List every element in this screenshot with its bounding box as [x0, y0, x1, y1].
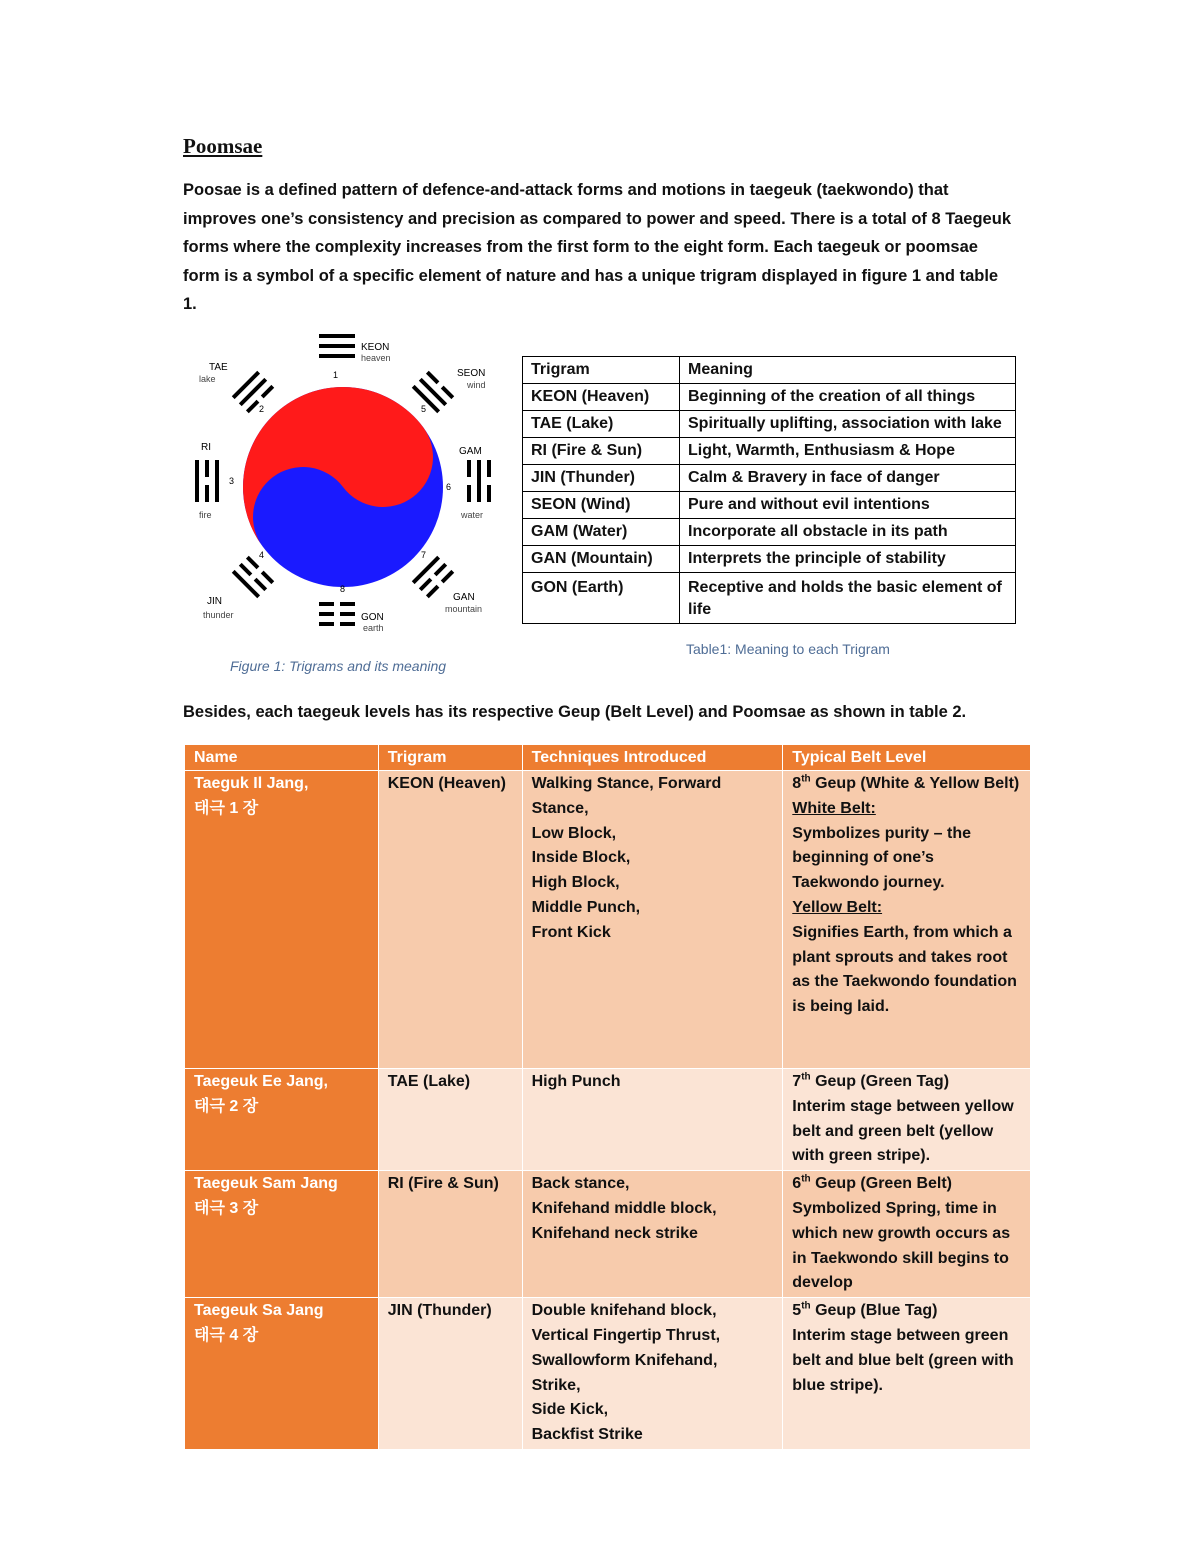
technique-item: Low Block, — [531, 824, 617, 842]
number-2: 2 — [259, 404, 265, 414]
meaning-cell: Incorporate all obstacle in its path — [680, 519, 1016, 546]
technique-item: Swallowform Knifehand, — [531, 1351, 718, 1369]
meaning-cell: Beginning of the creation of all things — [680, 384, 1016, 411]
number-4: 4 — [259, 550, 265, 560]
taegeuk-symbol — [243, 387, 443, 587]
form-name: Taegeuk Sa Jang — [194, 1302, 324, 1320]
technique-item: Side Kick, — [531, 1401, 609, 1419]
table-row — [523, 384, 1016, 411]
ri-trigram-icon — [195, 460, 219, 502]
gan-trigram-icon — [412, 556, 454, 598]
meaning-cell: Spiritually uplifting, association with lake — [680, 411, 1016, 438]
name-cell — [185, 1069, 379, 1171]
meaning-cell: Interprets the principle of stability — [680, 546, 1016, 573]
header-trigram: Trigram — [378, 745, 522, 771]
belt-cell — [783, 1171, 1031, 1298]
keon-sub-label: heaven — [361, 353, 391, 363]
belt-level-table — [184, 744, 1031, 1450]
form-name: Taegeuk Ee Jang, — [194, 1073, 328, 1090]
number-7: 7 — [421, 550, 427, 560]
technique-item: Inside Block, — [531, 849, 631, 867]
tae-label: TAE — [209, 362, 228, 373]
table-row — [523, 519, 1016, 546]
technique-item: Knifehand middle block, — [531, 1199, 717, 1217]
form-name: Taegeuk Sam Jang — [194, 1175, 338, 1193]
belt-description: Interim stage between yellow belt and green belt (yellow with green stripe). — [792, 1097, 1014, 1165]
trigram-cell: JIN (Thunder) — [378, 1298, 522, 1450]
technique-item: Middle Punch, — [531, 898, 641, 916]
page-title: Poomsae — [183, 134, 263, 158]
table-row — [523, 546, 1016, 573]
techniques-cell — [522, 771, 783, 1069]
technique-item: Front Kick — [531, 923, 611, 941]
seon-label: SEON — [457, 368, 486, 379]
gon-sub-label: earth — [363, 623, 384, 633]
trigram-cell: TAE (Lake) — [523, 411, 680, 438]
table-row — [185, 1069, 1031, 1171]
trigram-table — [522, 356, 1016, 624]
besides-paragraph: Besides, each taegeuk levels has its respective Geup (Belt Level) and Poomsae as shown in table 2. — [183, 703, 967, 721]
belt-cell — [783, 1069, 1031, 1171]
geup-level: 8th Geup (White & Yellow Belt) — [792, 773, 1020, 792]
jin-sub-label: thunder — [203, 610, 234, 620]
tae-trigram-icon — [232, 371, 274, 413]
keon-trigram-icon — [319, 334, 355, 358]
techniques-cell — [522, 1298, 783, 1450]
meaning-cell: Calm & Bravery in face of danger — [680, 465, 1016, 492]
header-belt-level: Typical Belt Level — [783, 745, 1031, 771]
white-belt-text: Symbolizes purity – the beginning of one’s Taekwondo journey. — [792, 824, 971, 892]
name-cell — [185, 1171, 379, 1298]
figure-caption: Figure 1: Trigrams and its meaning — [230, 658, 447, 674]
technique-item: Vertical Fingertip Thrust, — [531, 1326, 721, 1344]
jin-label: JIN — [207, 596, 222, 607]
technique-item: Back stance, — [531, 1175, 630, 1193]
belt-cell — [783, 1298, 1031, 1450]
jin-trigram-icon — [232, 556, 274, 598]
intro-paragraph: Poosae is a defined pattern of defence-and-attack forms and motions in taegeuk (taekwondo) that improves one’s consistency and precision as compared to power and speed. There is a total of 8 Taegeuk forms where the complexity increases from the first form to the eight form. Each taegeuk or poomsae form is a symbol of a specific element of nature and has a unique trigram displayed in figure 1 and table 1. — [183, 181, 1011, 314]
number-6: 6 — [446, 482, 452, 492]
header-meaning: Meaning — [680, 357, 1016, 384]
keon-label: KEON — [361, 342, 390, 353]
gam-sub-label: water — [461, 510, 484, 520]
trigram-cell: KEON (Heaven) — [523, 384, 680, 411]
trigram-cell: GON (Earth) — [523, 573, 680, 624]
gon-label: GON — [361, 612, 384, 623]
technique-item: High Punch — [531, 1073, 621, 1090]
belt-description: Interim stage between green belt and blue belt (green with blue stripe). — [792, 1326, 1014, 1394]
number-1: 1 — [333, 370, 339, 380]
number-3: 3 — [229, 476, 235, 486]
trigram-cell: TAE (Lake) — [378, 1069, 522, 1171]
header-name: Name — [185, 745, 379, 771]
ri-sub-label: fire — [199, 510, 212, 520]
table-caption: Table1: Meaning to each Trigram — [686, 641, 890, 657]
table-header-row — [185, 745, 1031, 771]
trigram-cell: GAM (Water) — [523, 519, 680, 546]
table-row — [185, 1298, 1031, 1450]
form-korean-name: 태극 1 장 — [194, 799, 259, 817]
geup-level: 7th Geup (Green Tag) — [792, 1071, 950, 1090]
table-row — [523, 411, 1016, 438]
trigram-cell: JIN (Thunder) — [523, 465, 680, 492]
number-8-bottom: 8 — [340, 584, 346, 594]
technique-item: Backfist Strike — [531, 1426, 643, 1444]
meaning-cell: Pure and without evil intentions — [680, 492, 1016, 519]
table-row — [523, 492, 1016, 519]
techniques-cell — [522, 1069, 783, 1171]
technique-item: High Block, — [531, 874, 620, 892]
form-korean-name: 태극 3 장 — [194, 1199, 259, 1217]
white-belt-title: White Belt: — [792, 799, 876, 817]
trigram-diagram — [183, 322, 503, 642]
belt-description: Symbolized Spring, time in which new growth occurs as in Taekwondo skill begins to develop — [792, 1199, 1011, 1292]
technique-item: Walking Stance, Forward Stance, — [531, 775, 722, 817]
ri-label: RI — [201, 442, 211, 453]
meaning-cell: Light, Warmth, Enthusiasm & Hope — [680, 438, 1016, 465]
form-korean-name: 태극 4 장 — [194, 1326, 259, 1344]
yellow-belt-text: Signifies Earth, from which a plant sprouts and takes root as the Taekwondo foundation is being laid. — [792, 923, 1017, 1016]
trigram-cell: RI (Fire & Sun) — [523, 438, 680, 465]
trigram-cell: GAN (Mountain) — [523, 546, 680, 573]
table-row — [523, 465, 1016, 492]
technique-item: Strike, — [531, 1376, 581, 1394]
techniques-cell — [522, 1171, 783, 1298]
form-korean-name: 태극 2 장 — [194, 1097, 259, 1115]
table-header-row — [523, 357, 1016, 384]
trigram-figure — [183, 322, 503, 642]
trigram-cell: KEON (Heaven) — [378, 771, 522, 1069]
table-row — [185, 1171, 1031, 1298]
table-row — [185, 771, 1031, 1069]
form-name: Taeguk Il Jang, — [194, 775, 309, 792]
number-5: 5 — [421, 404, 427, 414]
gon-trigram-icon — [319, 602, 355, 626]
seon-trigram-icon — [412, 371, 454, 413]
header-techniques: Techniques Introduced — [522, 745, 783, 771]
geup-level: 6th Geup (Green Belt) — [792, 1173, 952, 1193]
name-cell — [185, 1298, 379, 1450]
seon-sub-label: wind — [467, 380, 486, 390]
tae-sub-label: lake — [199, 374, 216, 384]
meaning-cell: Receptive and holds the basic element of life — [680, 573, 1016, 624]
geup-level: 5th Geup (Blue Tag) — [792, 1300, 938, 1320]
yellow-belt-title: Yellow Belt: — [792, 898, 883, 916]
belt-cell — [783, 771, 1031, 1069]
technique-item: Double knifehand block, — [531, 1302, 717, 1320]
gam-label: GAM — [459, 446, 482, 457]
gan-label: GAN — [453, 592, 475, 603]
trigram-cell: RI (Fire & Sun) — [378, 1171, 522, 1298]
trigram-cell: SEON (Wind) — [523, 492, 680, 519]
table-row — [523, 438, 1016, 465]
gan-sub-label: mountain — [445, 604, 483, 614]
header-trigram: Trigram — [523, 357, 680, 384]
table-row — [523, 573, 1016, 624]
technique-item: Knifehand neck strike — [531, 1224, 698, 1242]
gam-trigram-icon — [467, 460, 491, 502]
name-cell — [185, 771, 379, 1069]
